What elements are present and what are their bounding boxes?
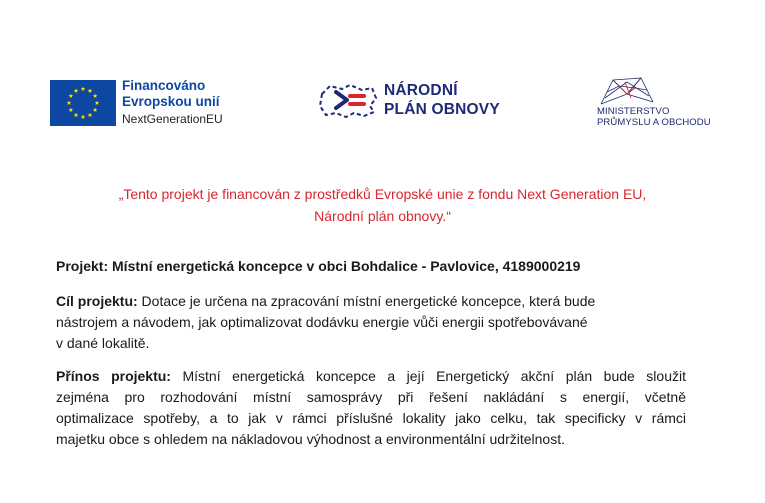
npo-emblem-icon [316,80,378,120]
eu-logo-line3: NextGenerationEU [122,112,223,126]
mpo-logo-line1: MINISTERSTVO [597,106,670,117]
mpo-logo [597,76,717,128]
npo-logo [316,80,500,120]
funding-quote-line2: Národní plán obnovy.“ [314,208,451,224]
eu-logo-text [122,78,223,127]
mpo-emblem-icon [597,76,657,106]
eu-funding-logo [50,78,223,127]
npo-logo-text [384,81,500,119]
mpo-logo-line2: PRŮMYSLU A OBCHODU [597,117,711,128]
project-benefit-text1: Místní energetická koncepce a její Energetický akční plán bude sloužit [170,368,686,384]
project-goal-line2: nástrojem a návodem, jak optimalizovat dodávku energie vůči energii spotřebovávané [56,314,588,330]
project-benefit-line1 [56,366,686,387]
logo-header [0,0,765,140]
project-goal-line3: v dané lokalitě. [56,335,150,351]
project-benefit-line4: majetku obce s ohledem na nákladovou výhodnost a environmentální udržitelnost. [56,431,565,447]
npo-logo-line1: NÁRODNÍ [384,82,458,99]
project-benefit-line2: zejména pro rozhodování místní samosprávy při řešení nakládání s energií, včetně [56,389,686,405]
funding-quote [40,183,725,227]
project-goal-label: Cíl projektu: [56,293,138,309]
eu-logo-line1: Financováno [122,78,206,93]
project-description [56,256,686,462]
mpo-logo-text [597,106,717,128]
funding-quote-line1: „Tento projekt je financován z prostředků Evropské unie z fondu Next Generation EU, [118,186,647,202]
project-benefit-line3: optimalizace spotřeby, a to jak v rámci příslušné lokality jako celku, tak specificky v rámci [56,410,686,426]
project-goal-paragraph [56,291,686,354]
project-benefit-paragraph [56,366,686,450]
eu-flag-icon [50,80,116,126]
project-benefit-label: Přínos projektu: [56,368,171,384]
project-goal-text1: Dotace je určena na zpracování místní energetické koncepce, která bude [137,293,596,309]
eu-logo-line2: Evropskou unií [122,94,220,109]
npo-logo-line2: PLÁN OBNOVY [384,101,500,118]
project-goal-line1 [56,291,686,312]
project-title: Projekt: Místní energetická koncepce v obci Bohdalice - Pavlovice, 4189000219 [56,258,581,274]
